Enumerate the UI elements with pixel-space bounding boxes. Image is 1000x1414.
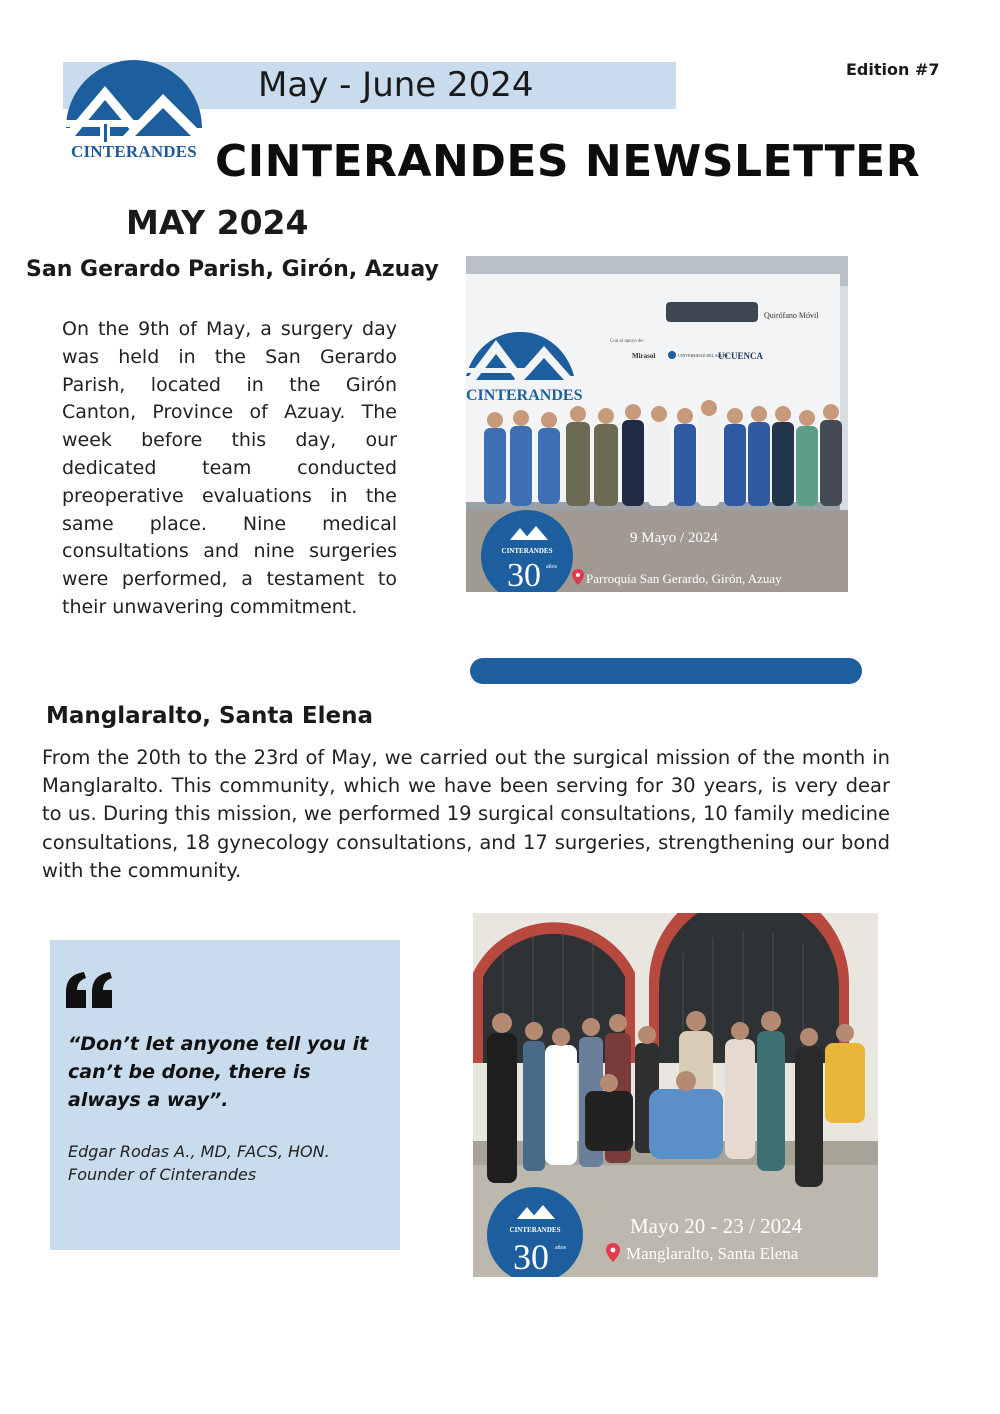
sponsor-ucuenca: UCUENCA [718, 351, 763, 361]
truck-label: Quirófano Móvil [764, 311, 819, 320]
badge-brand: CINTERANDES [509, 1226, 561, 1234]
section2-location-heading: Manglaralto, Santa Elena [46, 703, 374, 729]
quote-author-name: Edgar Rodas A., MD, FACS, HON. [68, 1142, 330, 1161]
quote-attribution [68, 1140, 388, 1186]
date-range: May - June 2024 [258, 65, 534, 105]
manglaralto-photo [473, 913, 878, 1277]
section2-body: From the 20th to the 23rd of May, we carried out the surgical mission of the month in Manglaralto. This community, which we have been serving for 30 years, is very dear to us. During this mission, we performed 19 surgical consultations, 10 family medicine consultations, 18 gynecology consultations, and 17 surgeries, strengthening our bond with the community. [42, 746, 890, 882]
badge-word: años [546, 564, 557, 570]
photo2-place: Manglaralto, Santa Elena [626, 1244, 799, 1263]
photo1-date: 9 Mayo / 2024 [630, 530, 718, 546]
logo-wordmark: CINTERANDES [71, 142, 197, 161]
badge-brand: CINTERANDES [501, 547, 553, 555]
badge-number: 30 [507, 557, 541, 592]
photo1-place: Parroquia San Gerardo, Girón, Azuay [586, 571, 782, 586]
quote-author-role: Founder of Cinterandes [68, 1165, 257, 1184]
badge-number: 30 [513, 1237, 549, 1277]
san-gerardo-photo [466, 256, 848, 592]
quote-mark-icon [64, 970, 116, 1010]
quote-text: “Don’t let anyone tell you it can’t be done, there is always a way”. [68, 1033, 369, 1111]
section-divider-bar [470, 658, 862, 684]
truck-brand: CINTERANDES [466, 387, 583, 404]
sponsor-uda: UNIVERSIDAD DEL AZUAY [678, 353, 729, 358]
photo2-date: Mayo 20 - 23 / 2024 [630, 1214, 803, 1238]
edition-label: Edition #7 [846, 60, 940, 79]
newsletter-title: CINTERANDES NEWSLETTER [215, 136, 921, 187]
section1-location-heading: San Gerardo Parish, Girón, Azuay [26, 257, 439, 282]
sponsor-mirasol: Mirasol [632, 352, 656, 360]
sponsor-caption: Con el apoyo de: [610, 339, 645, 344]
badge-word: años [555, 1245, 566, 1251]
month-heading: MAY 2024 [126, 203, 309, 242]
section1-body: On the 9th of May, a surgery day was held in the San Gerardo Parish, located in the Girón Canton, Province of Azuay. The week before this day, our dedicated team conducted preoperative evaluations in the same place. Nine medical consultations and nine surgeries were performed, a testament to their unwavering commitment. [62, 318, 397, 618]
